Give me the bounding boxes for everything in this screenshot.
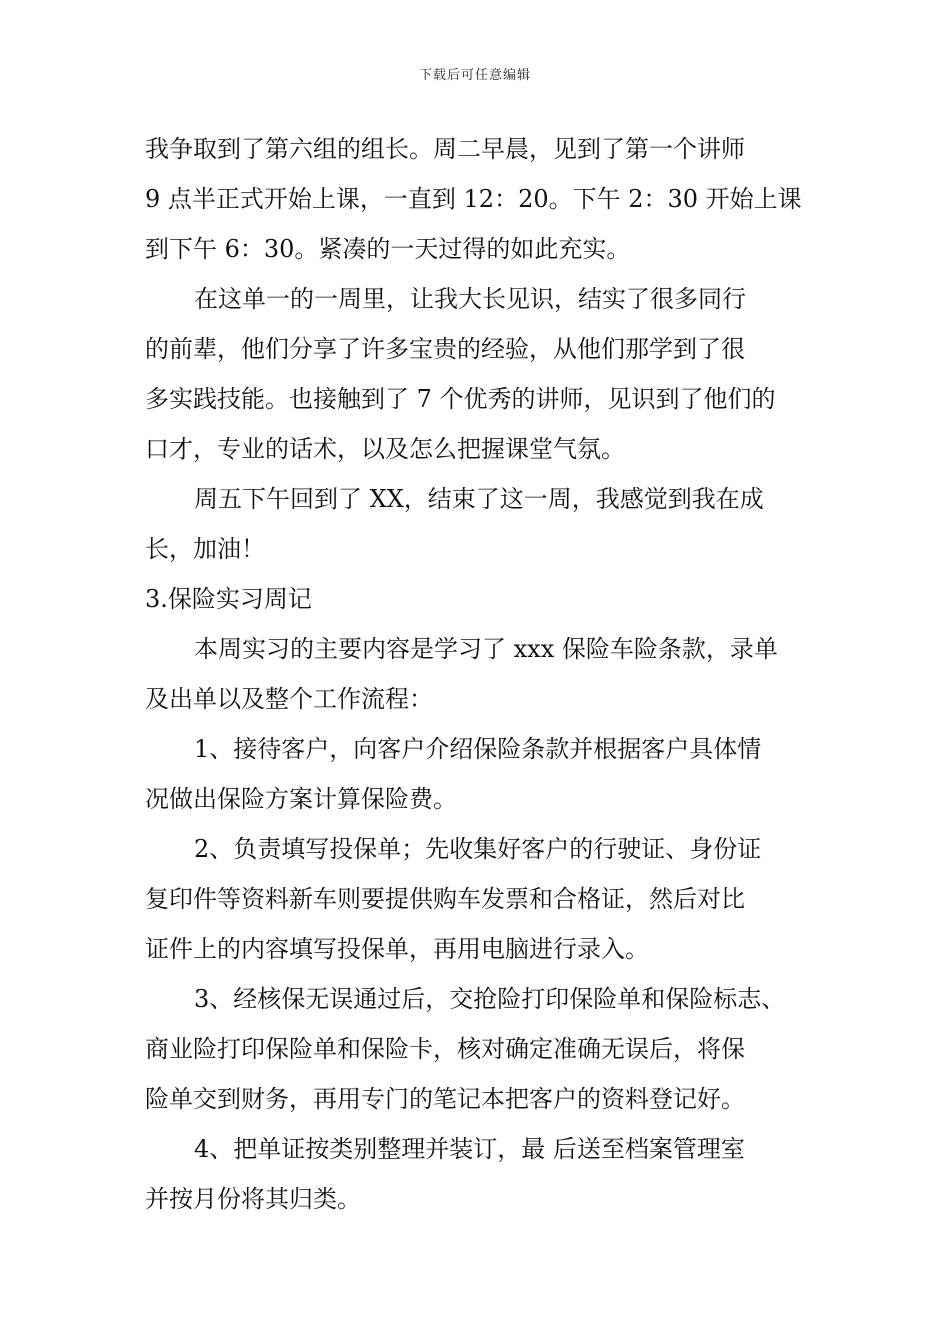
text-line: 况做出保险方案计算保险费。 bbox=[145, 785, 457, 813]
text-line: 3、经核保无误通过后，交抢险打印保险单和保险标志、 bbox=[194, 985, 786, 1013]
text-line: 长，加油！ bbox=[145, 535, 265, 563]
text-line: 证件上的内容填写投保单，再用电脑进行录入。 bbox=[145, 935, 649, 963]
page-header: 下载后可任意编辑 bbox=[418, 68, 531, 83]
text-line: 及出单以及整个工作流程： bbox=[145, 685, 433, 713]
text-line: 2、负责填写投保单；先收集好客户的行驶证、身份证 bbox=[194, 835, 762, 863]
text-line: 商业险打印保险单和保险卡，核对确定准确无误后，将保 bbox=[145, 1035, 745, 1063]
text-line: 口才，专业的话术，以及怎么把握课堂气氛。 bbox=[145, 435, 625, 463]
text-line: 到下午 6：30。紧凑的一天过得的如此充实。 bbox=[145, 235, 631, 263]
text-line: 的前辈，他们分享了许多宝贵的经验，从他们那学到了很 bbox=[145, 335, 745, 363]
text-line: 险单交到财务，再用专门的笔记本把客户的资料登记好。 bbox=[145, 1085, 745, 1113]
section-heading: 3.保险实习周记 bbox=[145, 585, 312, 613]
text-line: 9 点半正式开始上课，一直到 12：20。下午 2：30 开始上课 bbox=[145, 185, 802, 213]
text-line: 本周实习的主要内容是学习了 xxx 保险车险条款，录单 bbox=[194, 635, 778, 663]
text-line: 我争取到了第六组的组长。周二早晨，见到了第一个讲师 bbox=[145, 135, 745, 163]
text-line: 在这单一的一周里，让我大长见识，结实了很多同行 bbox=[194, 285, 746, 313]
text-line: 复印件等资料新车则要提供购车发票和合格证，然后对比 bbox=[145, 885, 745, 913]
text-line: 4、把单证按类别整理并装订，最 后送至档案管理室 bbox=[194, 1135, 745, 1163]
document-body bbox=[145, 124, 810, 1224]
text-line: 周五下午回到了 XX，结束了这一周，我感觉到我在成 bbox=[194, 485, 764, 513]
text-line: 1、接待客户，向客户介绍保险条款并根据客户具体情 bbox=[194, 735, 762, 763]
text-line: 并按月份将其归类。 bbox=[145, 1185, 361, 1213]
text-line: 多实践技能。也接触到了 7 个优秀的讲师，见识到了他们的 bbox=[145, 385, 776, 413]
